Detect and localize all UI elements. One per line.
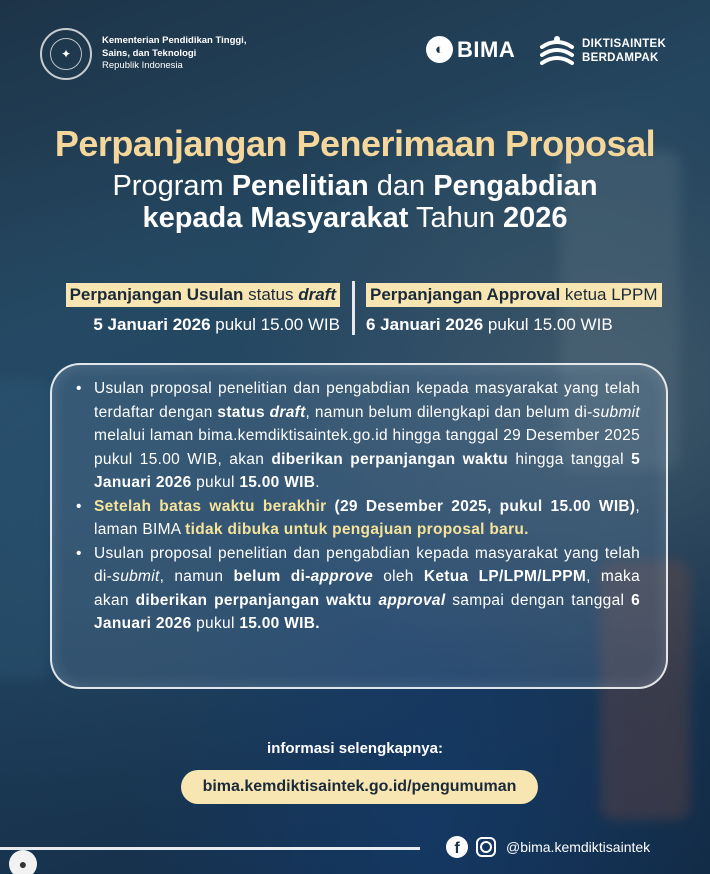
- ministry-name-line2: Sains, dan Teknologi: [102, 47, 197, 59]
- main-title: Perpanjangan Penerimaan Proposal: [54, 123, 656, 164]
- deadline-approval-date: 6 Januari 2026 pukul 15.00 WIB: [366, 315, 613, 334]
- background-decoration: [0, 380, 50, 680]
- instagram-icon: [476, 837, 496, 857]
- bima-logo-icon: ◐: [426, 36, 453, 63]
- info-list: [72, 377, 640, 636]
- subtitle-line1: Program Penelitian dan Pengabdian: [112, 170, 598, 202]
- deadline-approval-label: Perpanjangan Approval ketua LPPM: [366, 283, 662, 307]
- subtitle-line2: kepada Masyarakat Tahun 2026: [142, 202, 568, 234]
- bima-logo: [426, 36, 515, 63]
- info-item-approval-extension: • Usulan proposal penelitian dan pengabdian kepada masyarakat yang telah di-submit, namun belum di-approve oleh Ketua LP/LPM/LPPM, maka akan diberikan perpanjangan waktu approval sampai dengan tanggal 6 Januari 2026 pukul 15.00 WIB.: [72, 542, 640, 636]
- info-item-draft-extension: • Usulan proposal penelitian dan pengabdian kepada masyarakat yang telah terdaftar dengan status draft, namun belum dilengkapi dan belum di-submit melalui laman bima.kemdiktisaintek.go.id hingga tanggal 29 Desember 2025 pukul 15.00 WIB, akan diberikan perpanjangan waktu hingga tanggal 5 Januari 2026 pukul 15.00 WIB.: [72, 377, 640, 495]
- social-handle-text: @bima.kemdiktisaintek: [506, 839, 651, 855]
- diktisaintek-line1: DIKTISAINTEK: [582, 38, 667, 51]
- deadline-approval: [366, 283, 662, 335]
- announcement-link[interactable]: bima.kemdiktisaintek.go.id/pengumuman: [181, 770, 538, 804]
- facebook-icon: f: [446, 836, 468, 858]
- story-progress-bar: [0, 847, 420, 850]
- diktisaintek-mark-icon: [538, 33, 576, 71]
- ministry-emblem-icon: ✦: [40, 28, 92, 80]
- deadline-draft-date: 5 Januari 2026 pukul 15.00 WIB: [93, 315, 340, 334]
- ministry-country: Republik Indonesia: [102, 60, 183, 72]
- ministry-name-line1: Kementerian Pendidikan Tinggi,: [102, 35, 247, 47]
- social-handle: [446, 836, 650, 858]
- bima-logo-text: BIMA: [457, 36, 516, 62]
- deadline-draft: [66, 283, 340, 335]
- deadline-divider: [352, 281, 355, 335]
- diktisaintek-line2: BERDAMPAK: [582, 52, 659, 64]
- diktisaintek-logo: [538, 33, 666, 71]
- deadline-draft-label: Perpanjangan Usulan status draft: [66, 283, 340, 307]
- ministry-header: [40, 28, 246, 80]
- more-info-label: informasi selengkapnya:: [267, 740, 443, 757]
- profile-icon[interactable]: ●: [9, 850, 37, 874]
- info-item-portal-closed: • Setelah batas waktu berakhir (29 Desember 2025, pukul 15.00 WIB), laman BIMA tidak dibuka untuk pengajuan proposal baru.: [72, 495, 640, 542]
